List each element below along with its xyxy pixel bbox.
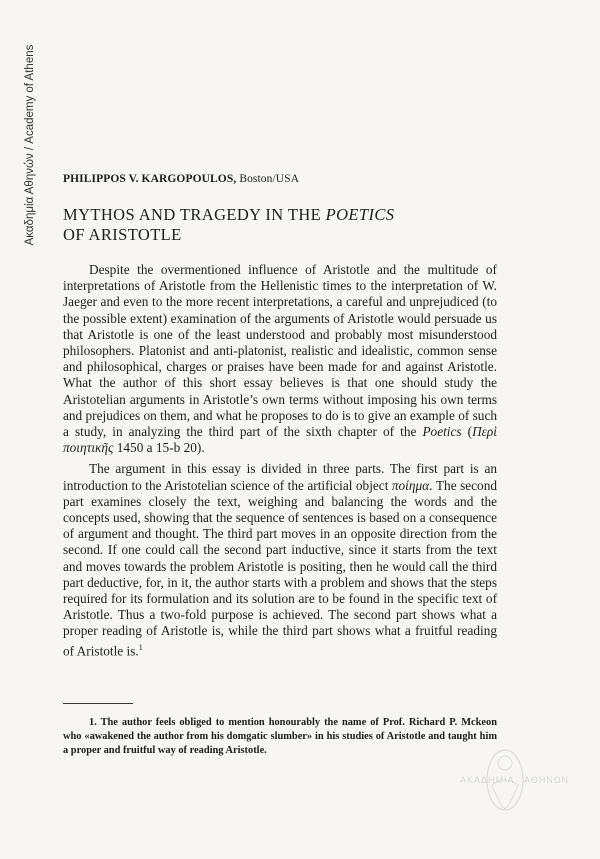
title-line-1-text: MYTHOS AND TRAGEDY IN THE	[63, 205, 326, 224]
p2-text-a: The argument in this essay is divided in three parts. The first part is an introduction to the Aristotelian science of the artificial object	[63, 461, 497, 493]
title-italic-word: POETICS	[325, 205, 395, 224]
stamp-text-right: ΑΘΗΝΩΝ	[524, 775, 570, 785]
body-text	[63, 262, 497, 659]
author-name: PHILIPPOS V. KARGOPOULOS,	[63, 173, 237, 185]
paragraph-1	[63, 262, 497, 456]
paragraph-2	[63, 461, 497, 659]
p2-text-b: . The second part examines closely the text, weighing and balancing the words and the concepts used, showing that the sequence of sentences is based on a consequence of argument and thought. The third part moves in an opposite direction from the second. If one could call the second part inductive, since it starts from the text and moves towards the problem Aristotle is positing, then he would call the third part deductive, for, in it, the author starts with a problem and shows that the steps required for its formulation and its solution are to be found in the specific text of Aristotle. Thus a two-fold purpose is achieved. The second part shows what a proper reading of Aristotle is, while the third part shows what a fruitful reading of Aristotle is.	[63, 477, 497, 659]
title-line-1	[63, 205, 394, 225]
stamp-text-left: ΑΚΑΔΗΜΙΑ	[460, 775, 515, 785]
archive-side-label	[20, 40, 40, 250]
paper-title	[63, 205, 394, 245]
p1-text-b: (	[461, 424, 473, 440]
p2-greek-word: ποίημα	[391, 477, 430, 493]
author-line	[63, 173, 299, 185]
footnote-divider	[63, 703, 133, 704]
archive-label-text: Ακαδημία Αθηνών / Academy of Athens	[24, 44, 36, 246]
p1-greek-title: Περὶ ποιητικῆς	[63, 424, 497, 456]
p1-text-c: 1450 a 15-b 20).	[113, 440, 205, 456]
p1-poetics-italic: Poetics	[422, 424, 462, 440]
academy-watermark-stamp	[430, 735, 580, 825]
footnote-text: 1. The author feels obliged to mention honourably the name of Prof. Richard P. Mckeon who «awakened the author from his domgatic slumber» in his studies of Aristotle and taught him a proper and fruitful way of reading Aristotle.	[63, 717, 497, 756]
title-line-2: OF ARISTOTLE	[63, 225, 182, 244]
footnote-marker: 1	[138, 642, 143, 652]
p1-text-a: Despite the overmentioned influence of Aristotle and the multitude of interpretations of Aristotle from the Hellenistic times to the interpretation of W. Jaeger and even to the more recent interpretations, a careful and unprejudiced (to the possible extent) examination of the arguments of Aristotle would persuade us that Aristotle is one of the least understood and probably most misunderstood philosophers. Platonist and anti-platonist, realistic and idealistic, common sense and philosophical, charges or praises have been made for and against Aristotle. What the author of this short essay believes is that one should study the Aristotelian arguments in Aristotle’s own terms without imposing his own terms and prejudices on them, and what he proposes to do is to give an example of such a study, in analyzing the third part of the sixth chapter of the	[63, 262, 497, 440]
author-location: Boston/USA	[239, 173, 300, 185]
